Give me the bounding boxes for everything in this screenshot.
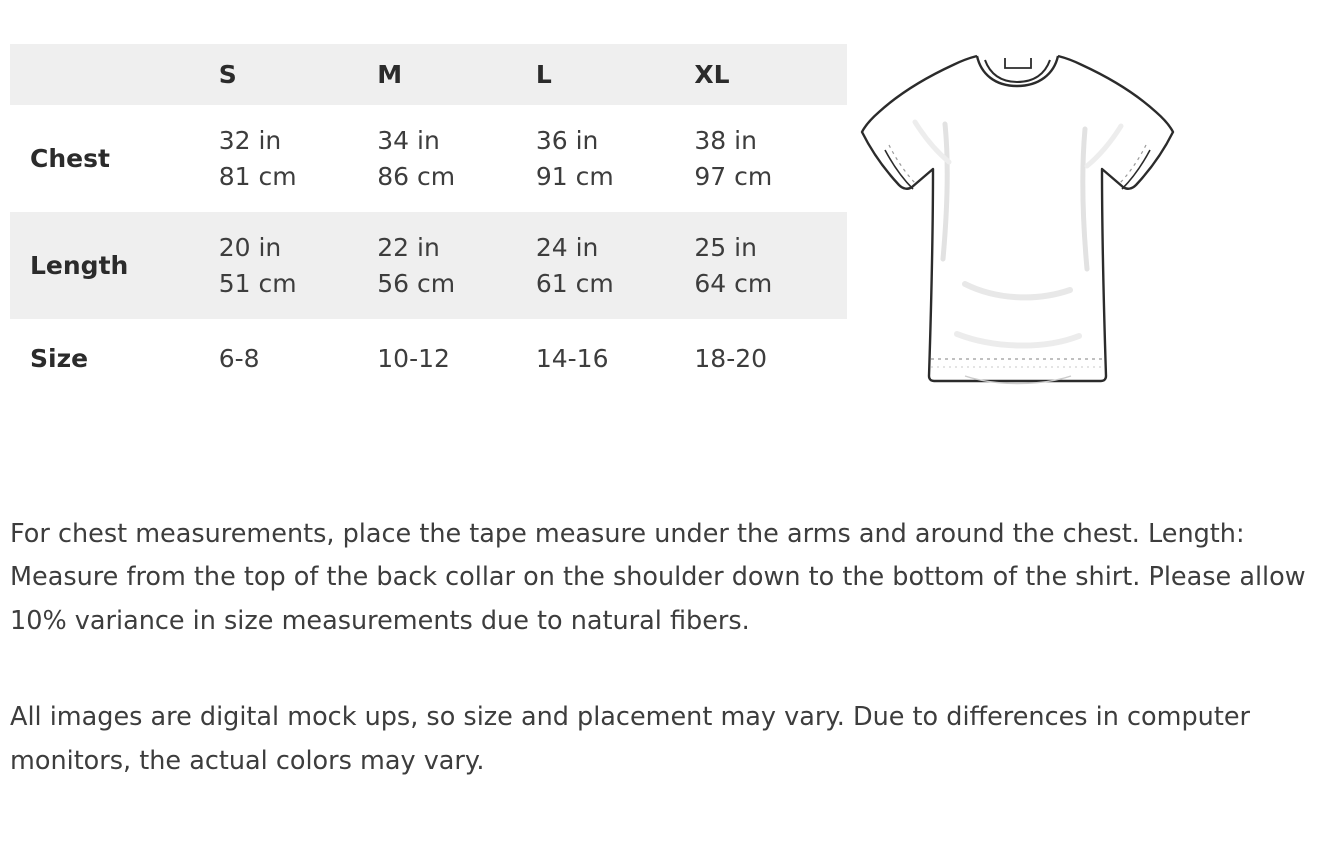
size-chart-container (10, 44, 847, 397)
cell-chest-xl-in: 38 in (694, 126, 757, 155)
cell-size-l (530, 319, 689, 397)
cell-length-s-in: 20 in (218, 233, 282, 262)
cell-chest-m-cm: 86 cm (377, 161, 456, 191)
cell-length-xl (688, 212, 847, 319)
cell-size-s-value: 6-8 (218, 343, 260, 373)
cell-size-l-value: 14-16 (535, 343, 609, 373)
header-row (10, 44, 847, 105)
header-size-xl: XL (694, 60, 730, 89)
notes-section (10, 487, 1310, 809)
cell-length-s (213, 212, 372, 319)
cell-length-m-cm: 56 cm (377, 268, 456, 298)
table-row (10, 319, 847, 397)
cell-size-xl-value: 18-20 (694, 343, 768, 373)
header-row-label (10, 44, 213, 105)
cell-chest-s-in: 32 in (218, 126, 282, 155)
cell-size-m-value: 10-12 (377, 343, 450, 373)
cell-length-l-cm: 61 cm (535, 268, 614, 298)
cell-chest-s (213, 105, 372, 212)
cell-size-xl (688, 319, 847, 397)
cell-length-xl-cm: 64 cm (694, 268, 773, 298)
table-row (10, 105, 847, 212)
tshirt-front-outline-icon (845, 34, 1190, 404)
header-size-s: S (218, 60, 237, 89)
cell-chest-l-in: 36 in (535, 126, 599, 155)
size-chart-body (10, 105, 847, 397)
header-size-m: M (377, 60, 403, 89)
cell-length-xl-in: 25 in (694, 233, 757, 262)
cell-length-s-cm: 51 cm (218, 268, 297, 298)
cell-chest-m (371, 105, 530, 212)
cell-length-m (371, 212, 530, 319)
cell-chest-l-cm: 91 cm (535, 161, 614, 191)
table-row (10, 212, 847, 319)
cell-chest-xl (688, 105, 847, 212)
cell-chest-s-cm: 81 cm (218, 161, 297, 191)
cell-length-m-in: 22 in (377, 233, 440, 262)
measuring-instructions: For chest measurements, place the tape measure under the arms and around the chest. Length: Measure from the top of the back collar on the shoulder down to the bottom of the shirt. Please allow 10% variance in size measurements due to natural fibers. (10, 518, 1306, 637)
cell-chest-xl-cm: 97 cm (694, 161, 773, 191)
row-label-chest: Chest (30, 144, 110, 173)
cell-length-l-in: 24 in (535, 233, 599, 262)
cell-length-l (530, 212, 689, 319)
cell-size-s (213, 319, 372, 397)
cell-chest-l (530, 105, 689, 212)
row-label-length: Length (30, 251, 129, 280)
cell-size-m (371, 319, 530, 397)
size-chart-head (10, 44, 847, 105)
size-chart-table (10, 44, 847, 397)
header-size-l: L (535, 60, 552, 89)
row-label-size: Size (30, 343, 89, 373)
mockup-disclaimer: All images are digital mock ups, so size and placement may vary. Due to differences in computer monitors, the actual colors may vary. (10, 702, 1250, 776)
cell-chest-m-in: 34 in (377, 126, 440, 155)
